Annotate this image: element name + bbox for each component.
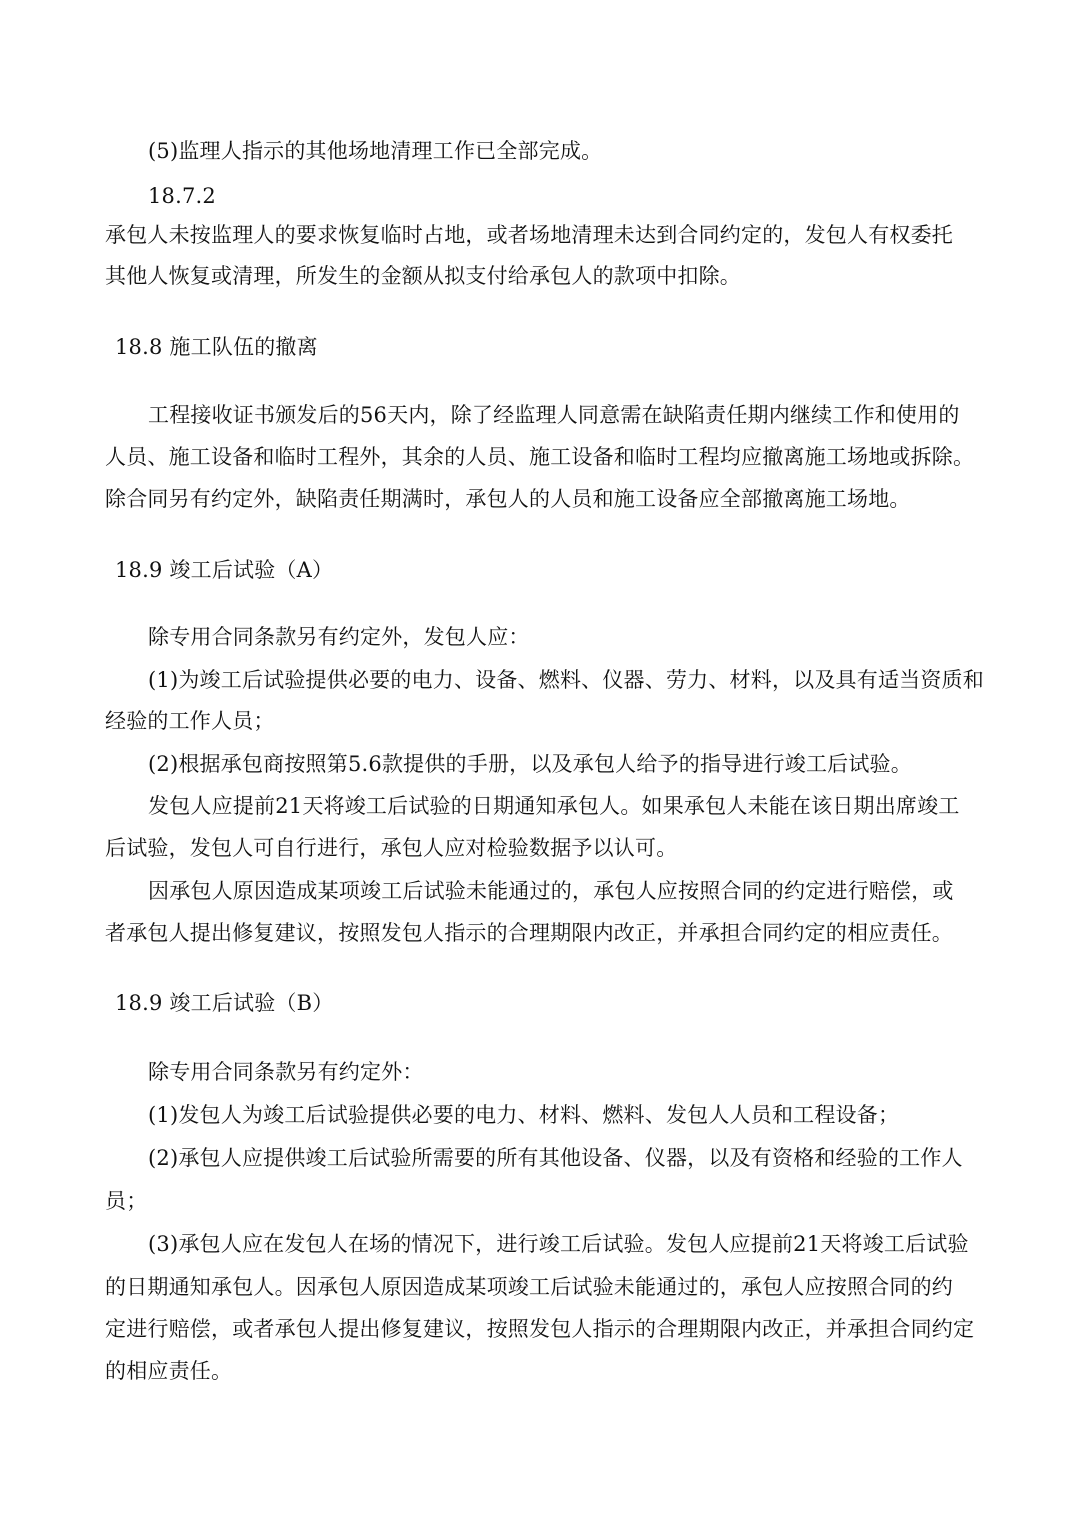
- paragraph-line: 因承包人原因造成某项竣工后试验未能通过的，承包人应按照合同的约定进行赔偿，或: [148, 879, 954, 903]
- paragraph-line: 经验的工作人员；: [105, 709, 275, 733]
- paragraph-line: (2)根据承包商按照第5.6款提供的手册，以及承包人给予的指导进行竣工后试验。: [148, 752, 912, 776]
- paragraph-line: 除专用合同条款另有约定外：: [148, 1060, 424, 1084]
- paragraph-line: 承包人未按监理人的要求恢复临时占地，或者场地清理未达到合同约定的，发包人有权委托: [105, 223, 953, 247]
- paragraph-line: 的日期通知承包人。因承包人原因造成某项竣工后试验未能通过的，承包人应按照合同的约: [105, 1275, 953, 1299]
- paragraph-line: 其他人恢复或清理，所发生的金额从拟支付给承包人的款项中扣除。: [105, 264, 741, 288]
- paragraph-line: 发包人应提前21天将竣工后试验的日期通知承包人。如果承包人未能在该日期出席竣工: [148, 794, 960, 818]
- paragraph-line: (1)发包人为竣工后试验提供必要的电力、材料、燃料、发包人人员和工程设备；: [148, 1103, 900, 1127]
- paragraph-line: (1)为竣工后试验提供必要的电力、设备、燃料、仪器、劳力、材料，以及具有适当资质和: [148, 668, 984, 692]
- paragraph-line: 者承包人提出修复建议，按照发包人指示的合理期限内改正，并承担合同约定的相应责任。: [105, 921, 953, 945]
- paragraph-line: 人员、施工设备和临时工程外，其余的人员、施工设备和临时工程均应撤离施工场地或拆除。: [105, 445, 975, 469]
- paragraph-line: 除专用合同条款另有约定外，发包人应：: [148, 625, 530, 649]
- paragraph-line: 员；: [105, 1189, 148, 1213]
- paragraph-line: (3)承包人应在发包人在场的情况下，进行竣工后试验。发包人应提前21天将竣工后试验: [148, 1232, 969, 1256]
- section-heading: 18.9 竣工后试验（B）: [115, 991, 334, 1015]
- paragraph-line: 后试验，发包人可自行进行，承包人应对检验数据予以认可。: [105, 836, 678, 860]
- section-number: 18.7.2: [148, 184, 216, 208]
- paragraph-line: 除合同另有约定外，缺陷责任期满时，承包人的人员和施工设备应全部撤离施工场地。: [105, 487, 911, 511]
- paragraph-line: 工程接收证书颁发后的56天内，除了经监理人同意需在缺陷责任期内继续工作和使用的: [148, 403, 960, 427]
- paragraph-line: (5)监理人指示的其他场地清理工作已全部完成。: [148, 139, 603, 163]
- section-heading: 18.9 竣工后试验（A）: [115, 558, 334, 582]
- section-heading: 18.8 施工队伍的撤离: [115, 335, 318, 359]
- paragraph-line: 的相应责任。: [105, 1359, 233, 1383]
- paragraph-line: (2)承包人应提供竣工后试验所需要的所有其他设备、仪器，以及有资格和经验的工作人: [148, 1146, 963, 1170]
- paragraph-line: 定进行赔偿，或者承包人提出修复建议，按照发包人指示的合理期限内改正，并承担合同约定: [105, 1317, 975, 1341]
